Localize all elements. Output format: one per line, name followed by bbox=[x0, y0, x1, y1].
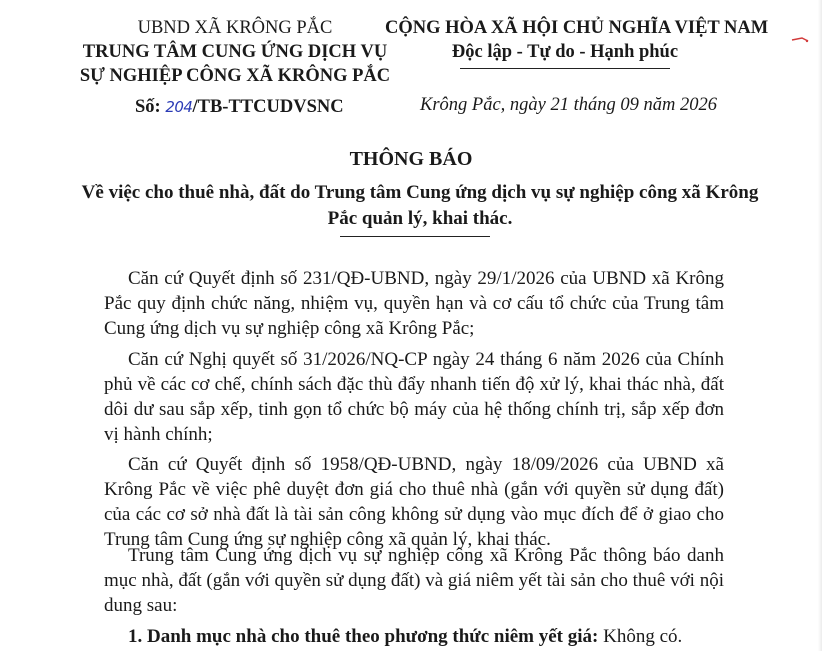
document-number bbox=[135, 97, 344, 118]
section-1-value: Không có. bbox=[598, 626, 683, 647]
section-1-heading: 1. Danh mục nhà cho thuê theo phương thức niêm yết giá: bbox=[128, 626, 599, 647]
doc-number-handwritten: 204 bbox=[165, 98, 193, 116]
paragraph-legal-basis-3: Căn cứ Quyết định số 1958/QĐ-UBND, ngày 18/09/2026 của UBND xã Krông Pắc về việc phê duyệt đơn giá cho thuê nhà (gắn với quyền sử dụng đất) của các cơ sở nhà đất là tài sản công không sử dụng vào mục đích để ở giao cho Trung tâm Cung ứng sự nghiệp công xã quản lý, khai thác. bbox=[104, 454, 724, 550]
issuing-agency-block bbox=[70, 16, 400, 88]
national-motto: Độc lập - Tự do - Hạnh phúc bbox=[451, 42, 679, 62]
place-and-date: Krông Pắc, ngày 21 tháng 09 năm 2026 bbox=[420, 95, 718, 115]
agency-name-line1: TRUNG TÂM CUNG ỨNG DỊCH VỤ bbox=[82, 42, 388, 62]
doc-number-suffix: /TB-TTCUDVSNC bbox=[192, 97, 344, 117]
paragraph-announcement: Trung tâm Cung ứng dịch vụ sự nghiệp công xã Krông Pắc thông báo danh mục nhà, đất (gắn với quyền sử dụng đất) và giá niêm yết tài sản cho thuê với nội dung sau: bbox=[104, 545, 724, 616]
subtitle-underline bbox=[340, 236, 490, 237]
parent-agency: UBND XÃ KRÔNG PẮC bbox=[137, 18, 333, 38]
country-name: CỘNG HÒA XÃ HỘI CHỦ NGHĨA VIỆT NAM bbox=[385, 18, 769, 38]
scan-edge-shadow bbox=[818, 0, 822, 651]
red-pen-mark-icon bbox=[790, 32, 810, 46]
motto-underline bbox=[460, 68, 670, 69]
paragraph-legal-basis-1: Căn cứ Quyết định số 231/QĐ-UBND, ngày 29/1/2026 của UBND xã Krông Pắc quy định chức năng, nhiệm vụ, quyền hạn và cơ cấu tổ chức của Trung tâm Cung ứng dịch vụ sự nghiệp công xã Krông Pắc; bbox=[104, 268, 724, 339]
paragraph-legal-basis-2: Căn cứ Nghị quyết số 31/2026/NQ-CP ngày 24 tháng 6 năm 2026 của Chính phủ về các cơ chế, chính sách đặc thù đẩy nhanh tiến độ xử lý, khai thác nhà, đất dôi dư sau sắp xếp, tinh gọn tổ chức bộ máy của hệ thống chính trị, sắp xếp đơn vị hành chính; bbox=[104, 349, 724, 445]
document-title: THÔNG BÁO bbox=[349, 148, 473, 170]
national-header-block bbox=[385, 16, 769, 69]
agency-name-line2: SỰ NGHIỆP CÔNG XÃ KRÔNG PẮC bbox=[79, 66, 391, 86]
section-1-line bbox=[104, 624, 724, 649]
document-subtitle: Về việc cho thuê nhà, đất do Trung tâm Cung ứng dịch vụ sự nghiệp công xã Krông Pắc quản lý, khai thác. bbox=[81, 182, 759, 229]
doc-number-prefix: Số: bbox=[135, 97, 166, 117]
